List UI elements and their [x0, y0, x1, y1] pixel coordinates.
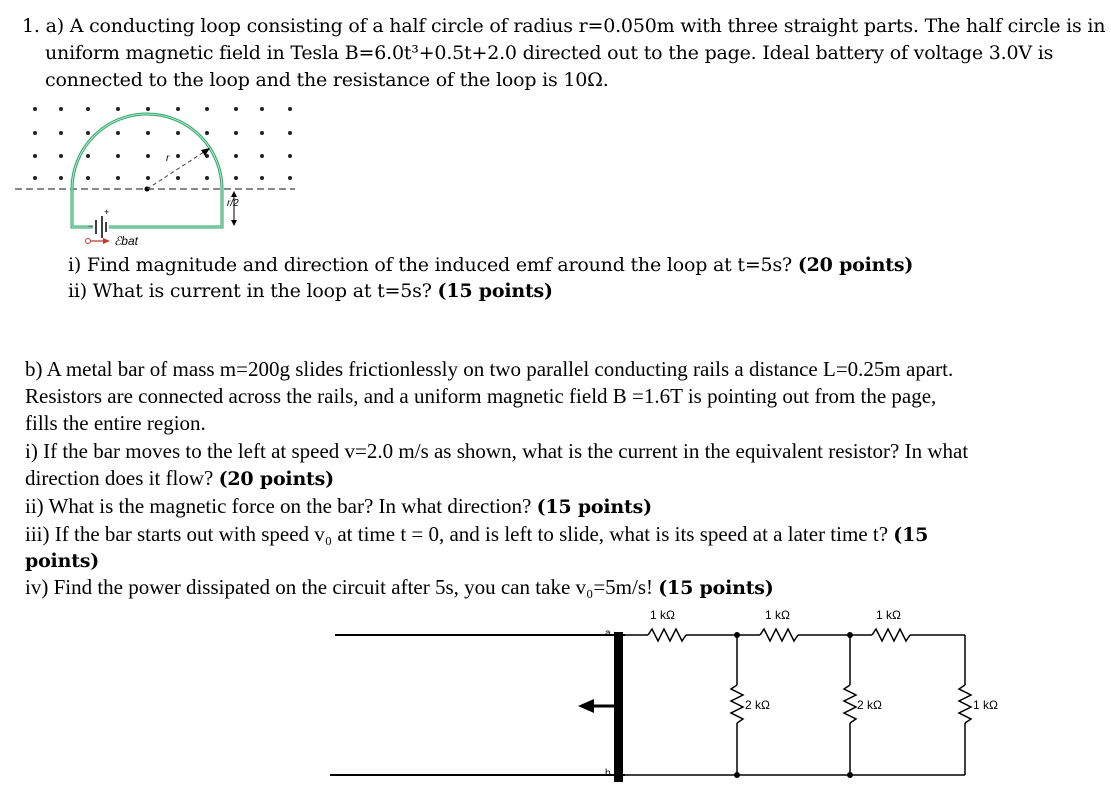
metal-bar [614, 632, 623, 782]
resistor-top-3-label: 1 kΩ [876, 608, 901, 622]
points-q1: (20 points) [797, 254, 914, 276]
part-b-question-iv: iv) Find the power dissipated on the circuit after 5s, you can take v₀=5m/s! (15 points) [25, 575, 774, 599]
resistor-shunt-1-label: 2 kΩ [745, 698, 770, 712]
part-b-intro-3: fills the entire region. [25, 411, 206, 435]
points-qiii-a: (15 [893, 524, 929, 546]
points-qii: (15 points) [536, 496, 652, 518]
part-b-question-ii: ii) What is the magnetic force on the bar? In what direction? (15 points) [25, 494, 652, 518]
battery-emf-label: ℰbat [114, 234, 138, 248]
part-b-intro-1: b) A metal bar of mass m=200g slides frictionlessly on two parallel conducting rails a distance L=0.25m apart. [25, 357, 954, 381]
part-b-question-iii: iii) If the bar starts out with speed v₀ at time t = 0, and is left to slide, what is its speed at a later time t? (15 [25, 522, 929, 546]
part-b-question-i-line-1: i) If the bar moves to the left at speed v=2.0 m/s as shown, what is the current in the equivalent resistor? In what [25, 439, 969, 463]
resistor-shunt-2-label: 2 kΩ [857, 698, 882, 712]
resistor-shunt-3-label: 1 kΩ [973, 698, 998, 712]
node-a-label: a [605, 628, 611, 639]
battery-plus: + [104, 207, 110, 217]
part-a-question-1: i) Find magnitude and direction of the induced emf around the loop at t=5s? (20 points) [68, 254, 914, 276]
part-a-line-2: uniform magnetic field in Tesla B=6.0t³+0.5t+2.0 directed out to the page. Ideal battery of voltage 3.0V is [45, 42, 1054, 64]
resistor-top-2-label: 1 kΩ [765, 608, 790, 622]
points-qiii-b: points) [25, 550, 100, 572]
points-qi: (20 points) [218, 468, 334, 490]
part-a-line-3: connected to the loop and the resistance of the loop is 10Ω. [45, 69, 609, 91]
resistor-top-1-label: 1 kΩ [650, 608, 675, 622]
half-radius-label: r/2 [227, 198, 239, 209]
points-q2: (15 points) [437, 280, 553, 302]
part-a-line-1: 1. a) A conducting loop consisting of a half circle of radius r=0.050m with three straight parts. The half circle is in [22, 15, 1106, 37]
part-b-intro-2: Resistors are connected across the rails, and a uniform magnetic field B =1.6T is pointing out from the page, [25, 384, 937, 408]
battery-minus: − [88, 221, 94, 231]
radius-label: r [166, 153, 170, 164]
part-a-question-2: ii) What is current in the loop at t=5s? (15 points) [68, 280, 553, 302]
node-b-label: b [605, 768, 611, 779]
part-b-question-i-line-2: direction does it flow? (20 points) [25, 466, 334, 490]
points-qiv: (15 points) [658, 577, 774, 599]
